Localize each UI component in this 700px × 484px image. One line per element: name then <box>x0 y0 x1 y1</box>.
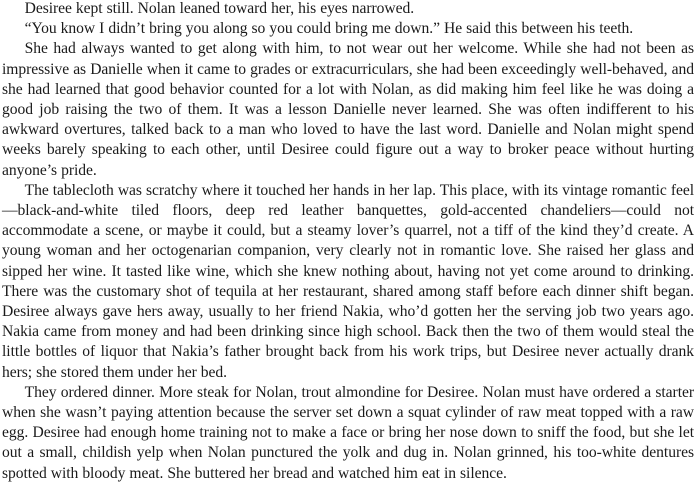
paragraph-1: Desiree kept still. Nolan leaned toward her, his eyes narrowed. <box>24 0 415 17</box>
paragraph-3: She had always wanted to get along with him, to not wear out her welcome. While she had not been as impressive as Danielle when it came to grades or extracurriculars, she had been exceedingly well-behaved, and she had learned that good behavior counted for a lot with Nolan, as did making him feel like he was doing a good job raising the two of them. It was a lesson Danielle never learned. She was often indifferent to his awkward overtures, talked back to a man who loved to have the last word. Danielle and Nolan might spend weeks barely speaking to each other, until Desiree could figure out a way to broker peace without hurting anyone’s pride. <box>2 40 694 179</box>
paragraph-5: They ordered dinner. More steak for Nolan, trout almondine for Desiree. Nolan must have ordered a starter when she wasn’t paying attention because the server set down a squat cylinder of raw meat topped with a raw egg. Desiree had enough home training not to make a face or bring her nose down to sniff the food, but she let out a small, childish yelp when Nolan punctured the yolk and dug in. Nolan grinned, his too-white dentures spotted with bloody meat. She buttered her bread and watched him eat in silence. <box>2 383 694 482</box>
paragraph-2: “You know I didn’t bring you along so you could bring me down.” He said this between his teeth. <box>24 20 634 38</box>
paragraph-4: The tablecloth was scratchy where it touched her hands in her lap. This place, with its vintage romantic feel—black-and-white tiled floors, deep red leather banquettes, gold-accented chandeliers—could not accommodate a scene, or maybe it could, but a steamy lover’s quarrel, not a tiff of the kind they’d create. A young woman and her octogenarian companion, very clearly not in romantic love. She raised her glass and sipped her wine. It tasted like wine, which she knew nothing about, having not yet come around to drinking. There was the customary shot of tequila at her restaurant, shared among staff before each dinner shift began. Desiree always gave hers away, usually to her friend Nakia, who’d gotten her the serving job two years ago. Nakia came from money and had been drinking since high school. Back then the two of them would steal the little bottles of liquor that Nakia’s father brought back from his work trips, but Desiree never actually drank hers; she stored them under her bed. <box>2 181 694 381</box>
